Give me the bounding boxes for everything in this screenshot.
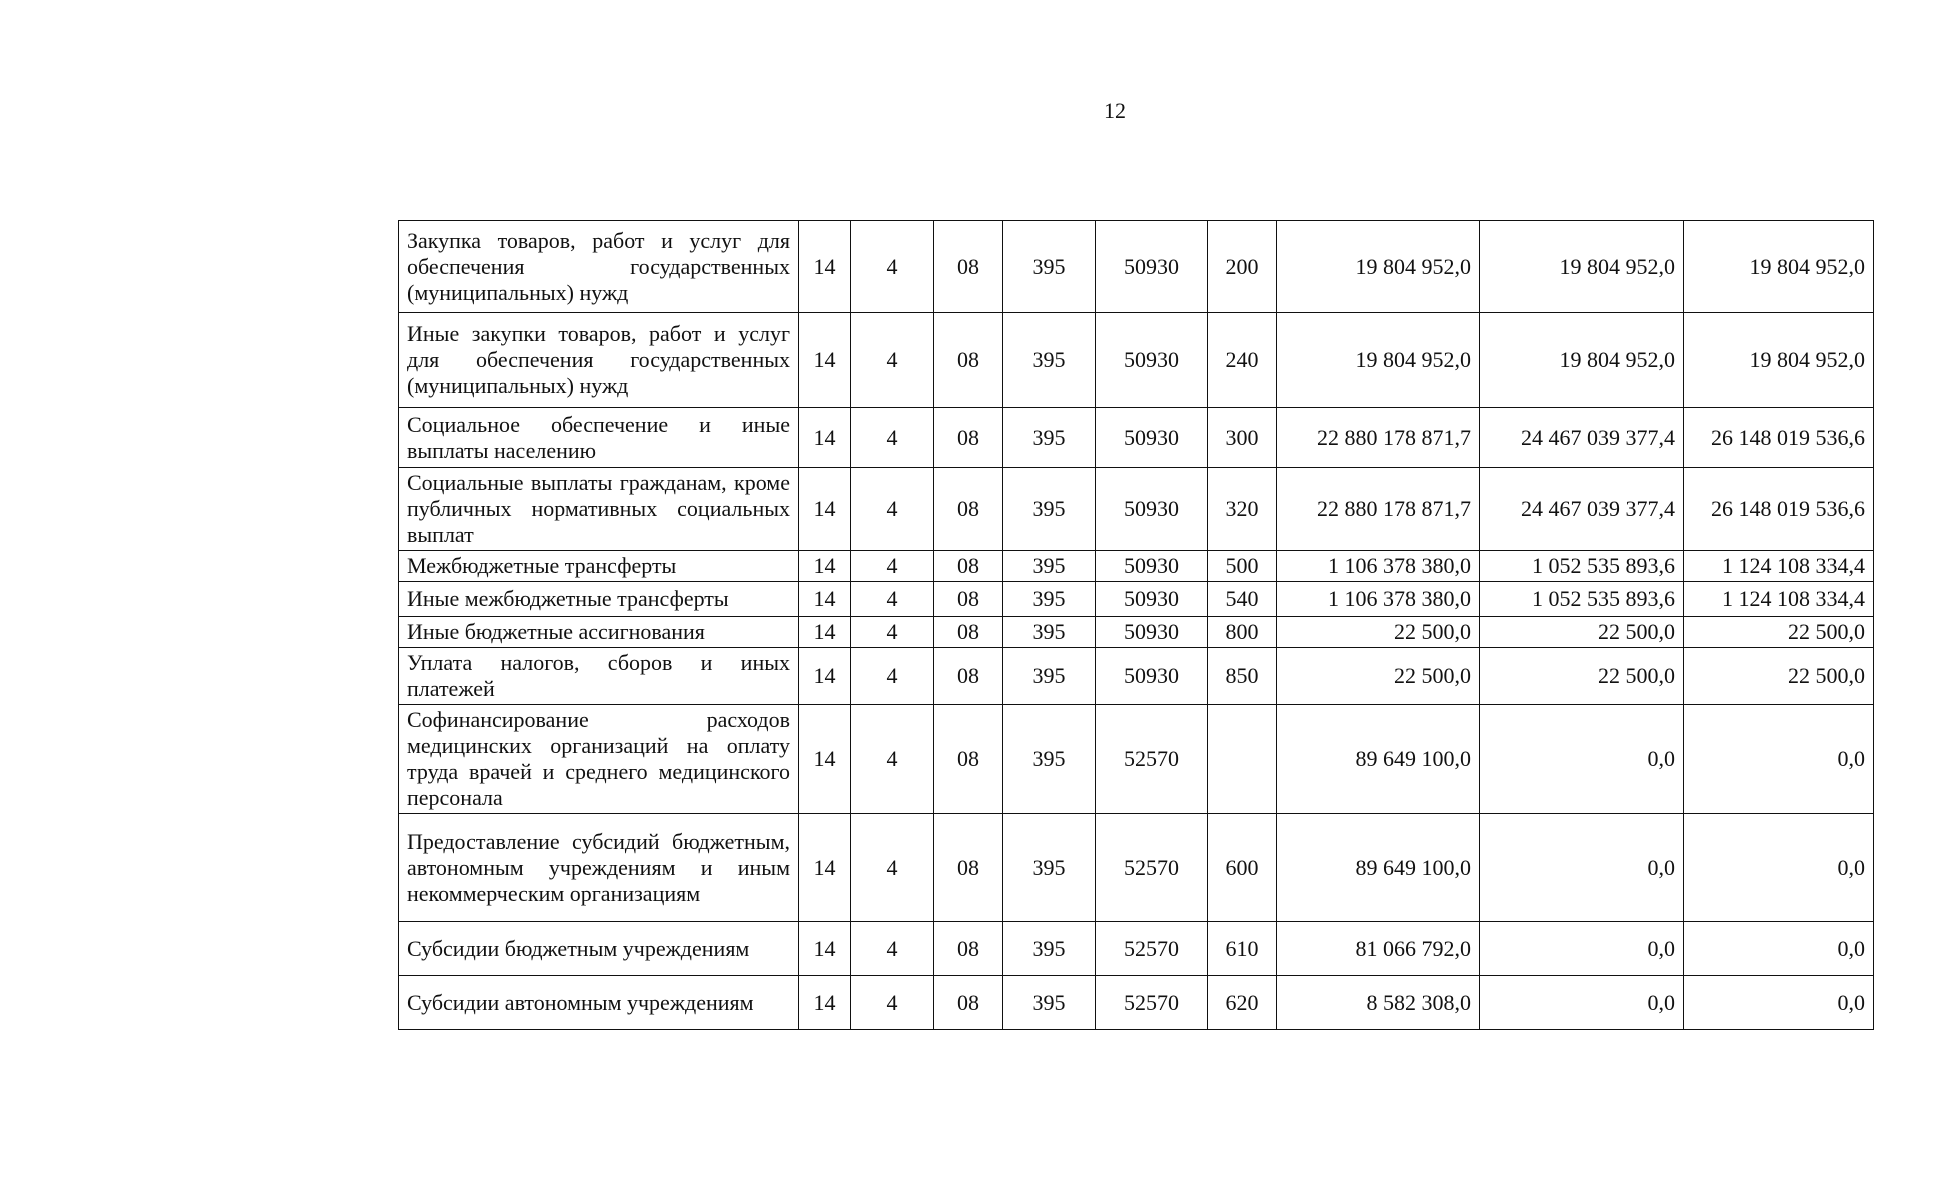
row-amount-2: 0,0 [1480, 814, 1684, 922]
row-code-main-event: 395 [1003, 551, 1096, 582]
row-code-expense-type: 200 [1208, 221, 1277, 313]
row-code-section: 14 [799, 313, 851, 408]
row-code-subprogram: 08 [934, 582, 1003, 617]
row-code-direction: 50930 [1096, 582, 1208, 617]
row-code-section: 14 [799, 582, 851, 617]
row-amount-3: 22 500,0 [1684, 617, 1874, 648]
row-code-main-event: 395 [1003, 814, 1096, 922]
row-code-program: 4 [851, 313, 934, 408]
row-amount-3: 22 500,0 [1684, 648, 1874, 705]
row-code-expense-type: 620 [1208, 976, 1277, 1030]
row-amount-2: 0,0 [1480, 976, 1684, 1030]
row-code-expense-type: 850 [1208, 648, 1277, 705]
row-code-main-event: 395 [1003, 617, 1096, 648]
row-code-direction: 50930 [1096, 221, 1208, 313]
row-code-subprogram: 08 [934, 408, 1003, 468]
row-code-program: 4 [851, 648, 934, 705]
row-name: Закупка товаров, работ и услуг для обеспечения государственных (муниципальных) нужд [399, 221, 799, 313]
row-code-expense-type: 600 [1208, 814, 1277, 922]
row-code-main-event: 395 [1003, 468, 1096, 551]
row-amount-2: 1 052 535 893,6 [1480, 582, 1684, 617]
row-amount-2: 19 804 952,0 [1480, 221, 1684, 313]
row-amount-1: 19 804 952,0 [1277, 221, 1480, 313]
row-code-expense-type: 320 [1208, 468, 1277, 551]
row-code-section: 14 [799, 922, 851, 976]
row-code-section: 14 [799, 468, 851, 551]
row-code-section: 14 [799, 408, 851, 468]
row-amount-1: 1 106 378 380,0 [1277, 551, 1480, 582]
row-code-program: 4 [851, 221, 934, 313]
row-code-subprogram: 08 [934, 221, 1003, 313]
row-name: Софинансирование расходов медицинских организаций на оплату труда врачей и среднего медицинского персонала [399, 705, 799, 814]
table-row [399, 313, 1874, 408]
row-amount-1: 8 582 308,0 [1277, 976, 1480, 1030]
row-code-expense-type: 240 [1208, 313, 1277, 408]
row-amount-2: 19 804 952,0 [1480, 313, 1684, 408]
row-amount-2: 24 467 039 377,4 [1480, 468, 1684, 551]
row-code-direction: 50930 [1096, 408, 1208, 468]
row-amount-1: 22 500,0 [1277, 648, 1480, 705]
row-code-expense-type: 300 [1208, 408, 1277, 468]
row-amount-2: 0,0 [1480, 922, 1684, 976]
row-amount-2: 22 500,0 [1480, 617, 1684, 648]
row-code-section: 14 [799, 617, 851, 648]
row-code-program: 4 [851, 408, 934, 468]
table-row [399, 814, 1874, 922]
table-row [399, 468, 1874, 551]
row-code-subprogram: 08 [934, 617, 1003, 648]
table-row [399, 221, 1874, 313]
row-code-direction: 50930 [1096, 551, 1208, 582]
row-amount-1: 89 649 100,0 [1277, 814, 1480, 922]
row-amount-2: 24 467 039 377,4 [1480, 408, 1684, 468]
row-code-direction: 50930 [1096, 313, 1208, 408]
row-name: Социальное обеспечение и иные выплаты населению [399, 408, 799, 468]
table-row [399, 976, 1874, 1030]
row-code-subprogram: 08 [934, 922, 1003, 976]
table-row [399, 551, 1874, 582]
row-code-main-event: 395 [1003, 582, 1096, 617]
row-code-main-event: 395 [1003, 313, 1096, 408]
row-code-section: 14 [799, 814, 851, 922]
table-row [399, 408, 1874, 468]
row-amount-1: 1 106 378 380,0 [1277, 582, 1480, 617]
row-code-direction: 52570 [1096, 814, 1208, 922]
row-amount-3: 26 148 019 536,6 [1684, 408, 1874, 468]
row-amount-1: 22 880 178 871,7 [1277, 468, 1480, 551]
row-code-program: 4 [851, 582, 934, 617]
row-code-expense-type: 540 [1208, 582, 1277, 617]
row-amount-1: 22 500,0 [1277, 617, 1480, 648]
row-code-main-event: 395 [1003, 705, 1096, 814]
row-code-subprogram: 08 [934, 468, 1003, 551]
row-code-direction: 52570 [1096, 922, 1208, 976]
row-name: Предоставление субсидий бюджетным, автономным учреждениям и иным некоммерческим организациям [399, 814, 799, 922]
row-code-subprogram: 08 [934, 313, 1003, 408]
row-code-subprogram: 08 [934, 551, 1003, 582]
row-amount-3: 26 148 019 536,6 [1684, 468, 1874, 551]
row-name: Субсидии автономным учреждениям [399, 976, 799, 1030]
row-name: Уплата налогов, сборов и иных платежей [399, 648, 799, 705]
row-amount-2: 1 052 535 893,6 [1480, 551, 1684, 582]
row-code-program: 4 [851, 705, 934, 814]
row-amount-1: 22 880 178 871,7 [1277, 408, 1480, 468]
table-row [399, 922, 1874, 976]
budget-table [398, 220, 1874, 1030]
row-amount-2: 0,0 [1480, 705, 1684, 814]
row-code-expense-type: 610 [1208, 922, 1277, 976]
row-code-direction: 50930 [1096, 468, 1208, 551]
table-row [399, 582, 1874, 617]
row-code-main-event: 395 [1003, 648, 1096, 705]
row-name: Иные закупки товаров, работ и услуг для обеспечения государственных (муниципальных) нужд [399, 313, 799, 408]
row-code-main-event: 395 [1003, 221, 1096, 313]
row-code-program: 4 [851, 617, 934, 648]
row-code-subprogram: 08 [934, 705, 1003, 814]
row-name: Социальные выплаты гражданам, кроме публичных нормативных социальных выплат [399, 468, 799, 551]
row-amount-2: 22 500,0 [1480, 648, 1684, 705]
table-row [399, 705, 1874, 814]
row-amount-3: 0,0 [1684, 976, 1874, 1030]
row-code-main-event: 395 [1003, 408, 1096, 468]
row-amount-3: 1 124 108 334,4 [1684, 551, 1874, 582]
row-name: Субсидии бюджетным учреждениям [399, 922, 799, 976]
row-code-expense-type: 800 [1208, 617, 1277, 648]
row-code-direction: 52570 [1096, 705, 1208, 814]
page-number: 12 [1104, 98, 1126, 123]
row-code-section: 14 [799, 648, 851, 705]
row-code-section: 14 [799, 551, 851, 582]
row-code-program: 4 [851, 976, 934, 1030]
row-amount-3: 0,0 [1684, 705, 1874, 814]
row-amount-1: 19 804 952,0 [1277, 313, 1480, 408]
row-code-direction: 50930 [1096, 617, 1208, 648]
row-code-main-event: 395 [1003, 976, 1096, 1030]
row-code-subprogram: 08 [934, 648, 1003, 705]
row-code-section: 14 [799, 221, 851, 313]
row-code-expense-type [1208, 705, 1277, 814]
table-row [399, 648, 1874, 705]
row-code-section: 14 [799, 976, 851, 1030]
row-amount-3: 0,0 [1684, 814, 1874, 922]
row-amount-1: 89 649 100,0 [1277, 705, 1480, 814]
row-code-program: 4 [851, 922, 934, 976]
row-code-direction: 52570 [1096, 976, 1208, 1030]
row-amount-3: 19 804 952,0 [1684, 221, 1874, 313]
row-code-subprogram: 08 [934, 976, 1003, 1030]
row-code-subprogram: 08 [934, 814, 1003, 922]
row-name: Межбюджетные трансферты [399, 551, 799, 582]
row-name: Иные бюджетные ассигнования [399, 617, 799, 648]
row-code-program: 4 [851, 551, 934, 582]
row-amount-3: 0,0 [1684, 922, 1874, 976]
row-code-direction: 50930 [1096, 648, 1208, 705]
row-code-main-event: 395 [1003, 922, 1096, 976]
row-code-program: 4 [851, 468, 934, 551]
row-amount-3: 1 124 108 334,4 [1684, 582, 1874, 617]
table-row [399, 617, 1874, 648]
row-code-program: 4 [851, 814, 934, 922]
row-code-section: 14 [799, 705, 851, 814]
row-name: Иные межбюджетные трансферты [399, 582, 799, 617]
row-amount-3: 19 804 952,0 [1684, 313, 1874, 408]
row-amount-1: 81 066 792,0 [1277, 922, 1480, 976]
row-code-expense-type: 500 [1208, 551, 1277, 582]
